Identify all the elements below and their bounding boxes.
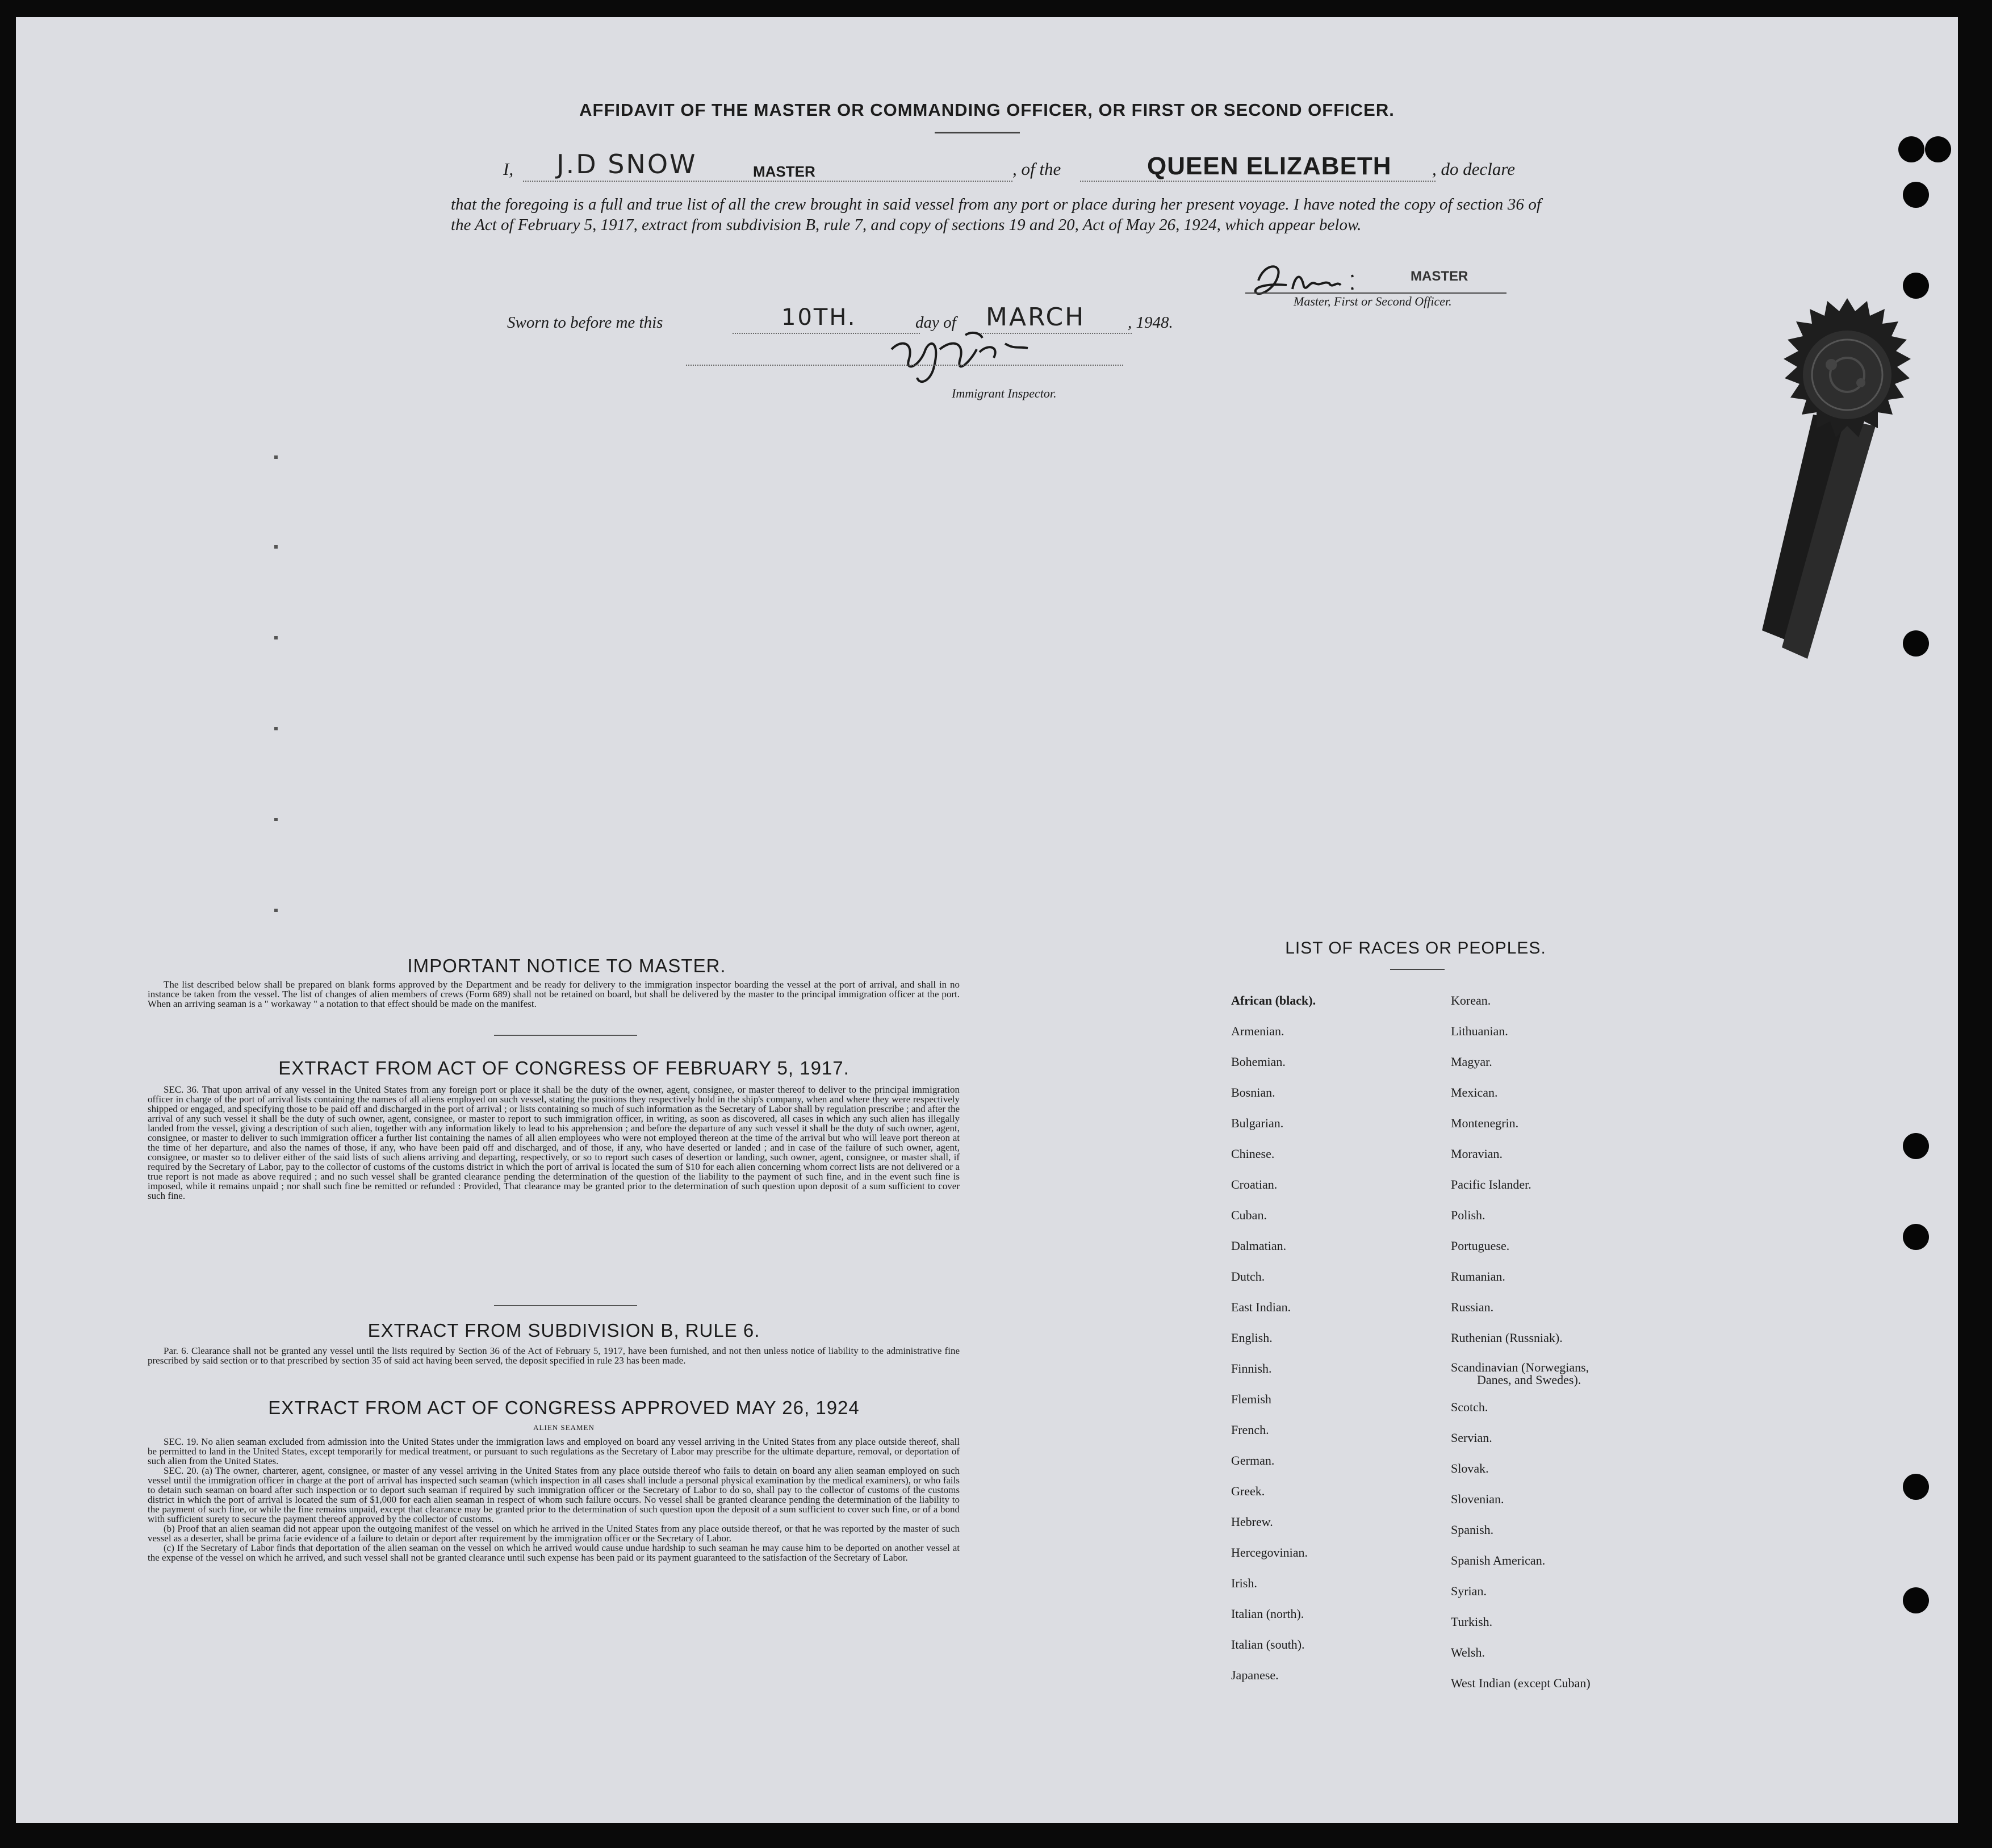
race-item: Rumanian. (1451, 1269, 1505, 1283)
race-item: Croatian. (1231, 1177, 1278, 1191)
title-rule (935, 132, 1020, 133)
race-item: Spanish. (1451, 1523, 1494, 1537)
race-item-multiline (1451, 1353, 1591, 1387)
extract-1917-text: SEC. 36. That upon arrival of any vessel in the United States from any foreign port or place it shall be the duty of the owner, agent, consignee, or master thereof to deliver to the principal immigration officer in charge of the port of arrival lists containing the names of all aliens employed on such vessel, stating the positions they respectively hold in the ship's company, when and where they were respectively shipped or engaged, and specifying those to be paid off and discharged in the port of arrival ; or lists containing so much of such information as the Secretary of Labor shall by regulation prescribe ; and after the arrival of any such vessel it shall be the duty of such owner, agent, consignee, or master to report to such immigration officer, in writing, as soon as discovered, all cases in which any such alien has illegally landed from the vessel, giving a description of such alien, together with any information likely to lead to his apprehension ; and before the departure of any such vessel it shall be the duty of such owner, agent, consignee, or master to deliver to such immigration officer a further list containing the names of all alien employees who were not employed thereon at the time of the arrival but who will leave port thereon at the time of her departure, and also the names of those, if any, who have been paid off and discharged, and of those, if any, who have deserted or landed ; and in case of the failure of such owner, agent, consignee, or master so to deliver either of the said lists of such aliens arriving and departing, respectively, or so to report such cases of desertion or landing, such owner, agent, consignee, or master shall, if required by the Secretary of Labor, pay to the collector of customs of the customs district in which the port of arrival is located the sum of $10 for each alien concerning whom correct lists are not delivered or a true report is not made as above required ; and no such vessel shall be granted clearance pending the determination of the question of the liability to the payment of such fine, and in the event such fine is imposed, while it remains unpaid ; nor shall such fine be remitted or refunded : Provided, That clearance may be granted prior to the determination of such question upon deposit of a sum sufficient to cover such fine. (148, 1084, 960, 1201)
affidavit-title: AFFIDAVIT OF THE MASTER OR COMMANDING OFFICER, OR FIRST OR SECOND OFFICER. (579, 100, 1395, 120)
extract-1924-title: EXTRACT FROM ACT OF CONGRESS APPROVED MAY 26, 1924 (268, 1397, 860, 1418)
race-item: Hercegovinian. (1231, 1545, 1308, 1559)
race-item: Greek. (1231, 1484, 1265, 1498)
race-item: Irish. (1231, 1576, 1257, 1590)
race-item: Montenegrin. (1451, 1116, 1519, 1130)
extract-1917-title: EXTRACT FROM ACT OF CONGRESS OF FEBRUARY 5, 1917. (278, 1057, 849, 1078)
extract-rule6-text: Par. 6. Clearance shall not be granted any vessel until the lists required by Section 36 of the Act of February 5, 1917, have been furnished, and not then unless notice of liability to the administrative fine prescribed by said section or to that prescribed by section 35 of said act having been served, the deposit specified in rule 23 has been made. (148, 1345, 960, 1366)
race-item: Slovak. (1451, 1461, 1489, 1475)
sec-20c: (c) If the Secretary of Labor finds that deportation of the alien seaman on the vessel on which he arrived would cause undue hardship to such seaman he may cause him to be deported on another vessel at the expense of the vessel on which he arrived, and such vessel shall not be granted clearance until such expense has been paid or its payment guaranteed to the satisfaction of the Secretary of Labor. (148, 1542, 960, 1563)
race-item: Syrian. (1451, 1584, 1487, 1598)
race-item-continued: Danes, and Swedes). (1477, 1373, 1581, 1387)
race-item: Pacific Islander. (1451, 1177, 1531, 1191)
race-item: Chinese. (1231, 1147, 1275, 1161)
race-item: Magyar. (1451, 1055, 1492, 1069)
master-rank: MASTER (753, 163, 815, 180)
race-item: English. (1231, 1331, 1273, 1345)
binder-hole (1898, 136, 1924, 162)
binder-hole (1903, 1224, 1929, 1250)
race-item: Bulgarian. (1231, 1116, 1284, 1130)
extract-1924-text (148, 1437, 960, 1562)
race-item: Welsh. (1451, 1645, 1485, 1659)
signature-caption: Master, First or Second Officer. (1294, 294, 1452, 308)
race-item: Portuguese. (1451, 1239, 1510, 1253)
master-name: J.D SNOW (556, 149, 697, 179)
race-item: Japanese. (1231, 1668, 1279, 1682)
sworn-month: MARCH (986, 303, 1086, 332)
race-item: Servian. (1451, 1431, 1492, 1445)
races-right-column (1451, 985, 1591, 1699)
inspector-caption: Immigrant Inspector. (952, 386, 1057, 400)
sworn-year: , 1948. (1128, 313, 1173, 332)
name-underline (523, 181, 1012, 182)
race-item: African (black). (1231, 993, 1316, 1007)
binder-hole (1903, 273, 1929, 299)
binder-hole (1903, 1474, 1929, 1500)
race-item: Ruthenian (Russniak). (1451, 1331, 1563, 1345)
margin-mark (274, 455, 278, 459)
sec-20a: SEC. 20. (a) The owner, charterer, agent, consignee, or master of any vessel arriving in the United States from any place outside thereof who fails to detain on board any alien seaman employed on such vessel until the immigration officer in charge at the port of arrival has inspected such seaman (which inspection in all cases shall include a personal physical examination by the medical examiners), or who fails to detain such seaman on board after such inspection or to deport such seaman if required by such immigration officer or the Secretary of Labor to do so, shall pay to the collector of customs of the customs district in which the port of arrival is located the sum of $1,000 for each alien seaman in respect of whom such failure occurs. No vessel shall be granted clearance pending the determination of the liability to the payment of such fine, or while the fine remains unpaid, except that clearance may be granted prior to the determination of such question upon the deposit of a sum sufficient to cover such fine, or of a bond with sufficient surety to secure the payment thereof approved by the collector of customs. (148, 1465, 960, 1524)
vessel-name: QUEEN ELIZABETH (1147, 152, 1392, 180)
day-of-label: day of (915, 313, 956, 332)
races-rule (1390, 969, 1445, 970)
race-item: Cuban. (1231, 1208, 1267, 1222)
race-item: West Indian (except Cuban) (1451, 1676, 1591, 1690)
binder-hole (1903, 630, 1929, 657)
notice-title: IMPORTANT NOTICE TO MASTER. (407, 955, 726, 976)
sworn-day: 10TH. (781, 304, 857, 331)
wax-seal (1722, 290, 1972, 687)
race-item: Hebrew. (1231, 1515, 1273, 1529)
vessel-underline (1080, 181, 1436, 182)
race-item: Spanish American. (1451, 1553, 1546, 1567)
signature-rank: MASTER (1411, 269, 1468, 284)
race-item: Scandinavian (Norwegians, (1451, 1360, 1589, 1374)
margin-mark (274, 727, 278, 730)
race-item: Turkish. (1451, 1615, 1493, 1629)
race-item: Italian (north). (1231, 1607, 1304, 1621)
margin-mark (274, 636, 278, 639)
i-label: I, (503, 159, 514, 179)
race-item: Finnish. (1231, 1361, 1272, 1375)
extract-rule6-title: EXTRACT FROM SUBDIVISION B, RULE 6. (367, 1320, 760, 1341)
race-item: Russian. (1451, 1300, 1494, 1314)
binder-hole (1903, 1133, 1929, 1159)
extract-1924-subtitle: ALIEN SEAMEN (533, 1423, 595, 1432)
race-item: East Indian. (1231, 1300, 1291, 1314)
race-item: Mexican. (1451, 1085, 1498, 1099)
race-item: French. (1231, 1423, 1269, 1437)
binder-hole (1903, 1587, 1929, 1613)
document-page (16, 17, 1958, 1823)
section-rule (494, 1035, 637, 1036)
race-item: German. (1231, 1453, 1275, 1467)
binder-hole (1925, 136, 1951, 162)
signature-line (1245, 292, 1506, 294)
race-item: Bosnian. (1231, 1085, 1275, 1099)
races-title: LIST OF RACES OR PEOPLES. (1285, 939, 1546, 958)
binder-hole (1903, 182, 1929, 208)
notice-text: The list described below shall be prepared on blank forms approved by the Department and be ready for delivery to the immigration inspector boarding the vessel at the port of arrival, and shall in no instance be taken from the vessel. The list of changes of alien members of crews (Form 689) shall not be retained on board, but shall be delivered by the master to the principal immigration officer at the port. When an arriving seaman is a " workaway " a notation to that effect should be made on the manifest. (148, 979, 960, 1009)
declaration-text: that the foregoing is a full and true list of all the crew brought in said vessel from any port or place during her present voyage. I have noted the copy of section 36 of the Act of February 5, 1917, extract from subdivision B, rule 7, and copy of sections 19 and 20, Act of May 26, 1924, which appear below. (451, 195, 1541, 234)
do-declare-label: , do declare (1432, 159, 1516, 179)
inspector-line (686, 365, 1123, 366)
race-item: Armenian. (1231, 1024, 1284, 1038)
sec-19: SEC. 19. No alien seaman excluded from admission into the United States under the immigration laws and employed on board any vessel arriving in the United States from any place outside thereof, shall be permitted to land in the United States, except temporarily for medical treatment, or pursuant to such regulations as the Secretary of Labor may prescribe for the ultimate departure, removal, or deportation of such alien from the United States. (148, 1436, 960, 1466)
margin-mark (274, 545, 278, 549)
margin-mark (274, 909, 278, 912)
race-item: Korean. (1451, 993, 1491, 1007)
race-item: Dutch. (1231, 1269, 1265, 1283)
inspector-signature (886, 327, 1056, 389)
race-item: Dalmatian. (1231, 1239, 1287, 1253)
race-item: Moravian. (1451, 1147, 1503, 1161)
race-item: Lithuanian. (1451, 1024, 1508, 1038)
races-left-column (1231, 985, 1316, 1691)
race-item: Italian (south). (1231, 1637, 1305, 1652)
race-item: Scotch. (1451, 1400, 1488, 1414)
race-item: Bohemian. (1231, 1055, 1286, 1069)
sworn-label: Sworn to before me this (507, 313, 663, 332)
race-item: Flemish (1231, 1392, 1271, 1406)
section-rule (494, 1305, 637, 1306)
margin-mark (274, 818, 278, 821)
race-item: Slovenian. (1451, 1492, 1504, 1506)
of-the-label: , of the (1012, 159, 1061, 179)
race-item: Polish. (1451, 1208, 1485, 1222)
sec-20b: (b) Proof that an alien seaman did not appear upon the outgoing manifest of the vessel on which he arrived in the United States from any place outside thereof, or that he was reported by the master of such vessel as a deserter, shall be prima facie evidence of a failure to detain or deport after requirement by the immigration officer or the Secretary of Labor. (148, 1523, 960, 1544)
